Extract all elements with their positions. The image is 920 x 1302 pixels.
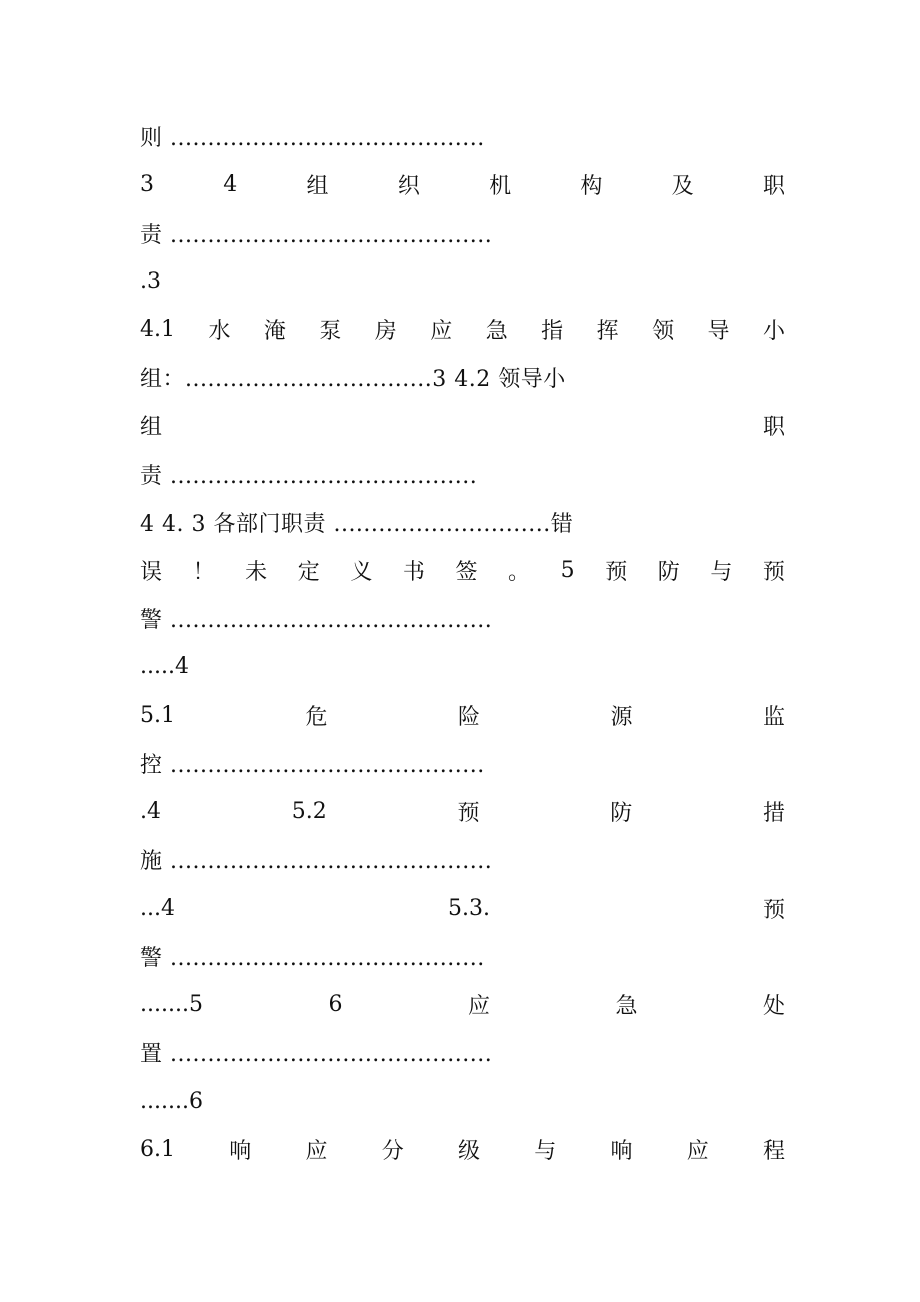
toc-token: 6 <box>328 991 343 1017</box>
toc-token: 急 <box>485 318 508 344</box>
toc-line <box>140 550 785 590</box>
toc-token: 水 <box>208 318 231 344</box>
toc-token: 及 <box>671 173 694 199</box>
toc-line <box>140 743 785 783</box>
toc-line <box>140 888 785 928</box>
toc-token: 义 <box>350 559 373 585</box>
toc-token: 未 <box>245 559 268 585</box>
toc-line <box>140 454 785 494</box>
toc-line <box>140 1032 785 1072</box>
toc-token: ！ <box>192 559 215 585</box>
toc-entry-text: 则 .......................................... <box>140 125 485 151</box>
toc-token: 防 <box>657 559 680 585</box>
toc-token: 应 <box>430 318 453 344</box>
toc-line <box>140 791 785 831</box>
toc-token: 5.3. <box>447 895 490 921</box>
toc-token: 导 <box>707 318 730 344</box>
toc-line <box>140 646 785 686</box>
toc-entry-text: 警 .......................................... <box>140 945 485 971</box>
toc-entry-text: 置 ........................................... <box>140 1041 493 1067</box>
toc-token: 级 <box>457 1138 480 1164</box>
toc-line <box>140 213 785 253</box>
toc-token: 构 <box>580 173 603 199</box>
toc-token: 程 <box>762 1138 785 1164</box>
toc-token: 5.2 <box>291 798 327 824</box>
toc-token: 应 <box>467 993 490 1019</box>
toc-token: 机 <box>489 173 512 199</box>
toc-token: 响 <box>610 1138 633 1164</box>
toc-line <box>140 309 785 349</box>
toc-line <box>140 164 785 204</box>
toc-token: 源 <box>610 704 633 730</box>
toc-token: 应 <box>305 1138 328 1164</box>
toc-token: 应 <box>686 1138 709 1164</box>
toc-line <box>140 695 785 735</box>
toc-line <box>140 357 785 397</box>
toc-token: .......5 <box>140 991 203 1017</box>
toc-token: 预 <box>457 800 480 826</box>
toc-token: 急 <box>615 993 638 1019</box>
toc-token: 5 <box>560 557 575 583</box>
toc-line <box>140 936 785 976</box>
toc-token: 分 <box>381 1138 404 1164</box>
toc-token: 5.1 <box>140 702 175 728</box>
toc-token: 误 <box>140 559 163 585</box>
toc-token: 。 <box>508 559 531 585</box>
toc-line <box>140 1129 785 1169</box>
toc-line <box>140 1081 785 1121</box>
toc-token: 领 <box>652 318 675 344</box>
toc-token: 与 <box>710 559 733 585</box>
toc-token: 监 <box>762 704 785 730</box>
toc-entry-text: 责 ........................................... <box>140 222 493 248</box>
toc-page-number: .3 <box>140 268 161 294</box>
toc-token: 定 <box>297 559 320 585</box>
toc-token: 处 <box>762 993 785 1019</box>
toc-token: 书 <box>402 559 425 585</box>
toc-token: 职 <box>762 173 785 199</box>
toc-page-number: .......6 <box>140 1088 203 1114</box>
toc-token: 险 <box>457 704 480 730</box>
toc-token: 织 <box>397 173 420 199</box>
toc-entry-text: 施 ........................................... <box>140 848 493 874</box>
toc-token: .4 <box>140 798 161 824</box>
toc-token: 4 <box>223 171 238 197</box>
toc-token: 泵 <box>319 318 342 344</box>
toc-token: 组 <box>140 414 163 440</box>
toc-line <box>140 261 785 301</box>
toc-entry-text: 警 ........................................... <box>140 607 493 633</box>
toc-entry-text: 控 .......................................... <box>140 752 485 778</box>
toc-token: 响 <box>229 1138 252 1164</box>
toc-line <box>140 984 785 1024</box>
toc-token: 4.1 <box>140 316 175 342</box>
toc-token: 指 <box>541 318 564 344</box>
toc-token: 小 <box>762 318 785 344</box>
toc-entry-text: 4 4. 3 各部门职责 .............................错 <box>140 511 574 537</box>
toc-entry-text: 责 ......................................... <box>140 463 478 489</box>
toc-entry-text: 组：.................................3 4.2 领导小 <box>140 366 566 392</box>
toc-token: 签 <box>455 559 478 585</box>
toc-line <box>140 502 785 542</box>
toc-line <box>140 405 785 445</box>
toc-token: 预 <box>605 559 628 585</box>
toc-line <box>140 839 785 879</box>
toc-page-number: .....4 <box>140 653 189 679</box>
toc-token: 6.1 <box>140 1136 175 1162</box>
toc-token: 措 <box>762 800 785 826</box>
toc-line <box>140 598 785 638</box>
toc-token: 组 <box>306 173 329 199</box>
toc-token: 防 <box>610 800 633 826</box>
toc-token: ...4 <box>140 895 175 921</box>
toc-token: 房 <box>374 318 397 344</box>
toc-token: 预 <box>762 897 785 923</box>
toc-token: 与 <box>534 1138 557 1164</box>
toc-token: 职 <box>762 414 785 440</box>
toc-token: 淹 <box>263 318 286 344</box>
toc-token: 危 <box>305 704 328 730</box>
toc-token: 3 <box>140 171 154 197</box>
toc-token: 挥 <box>596 318 619 344</box>
toc-line <box>140 116 785 156</box>
toc-token: 预 <box>762 559 785 585</box>
